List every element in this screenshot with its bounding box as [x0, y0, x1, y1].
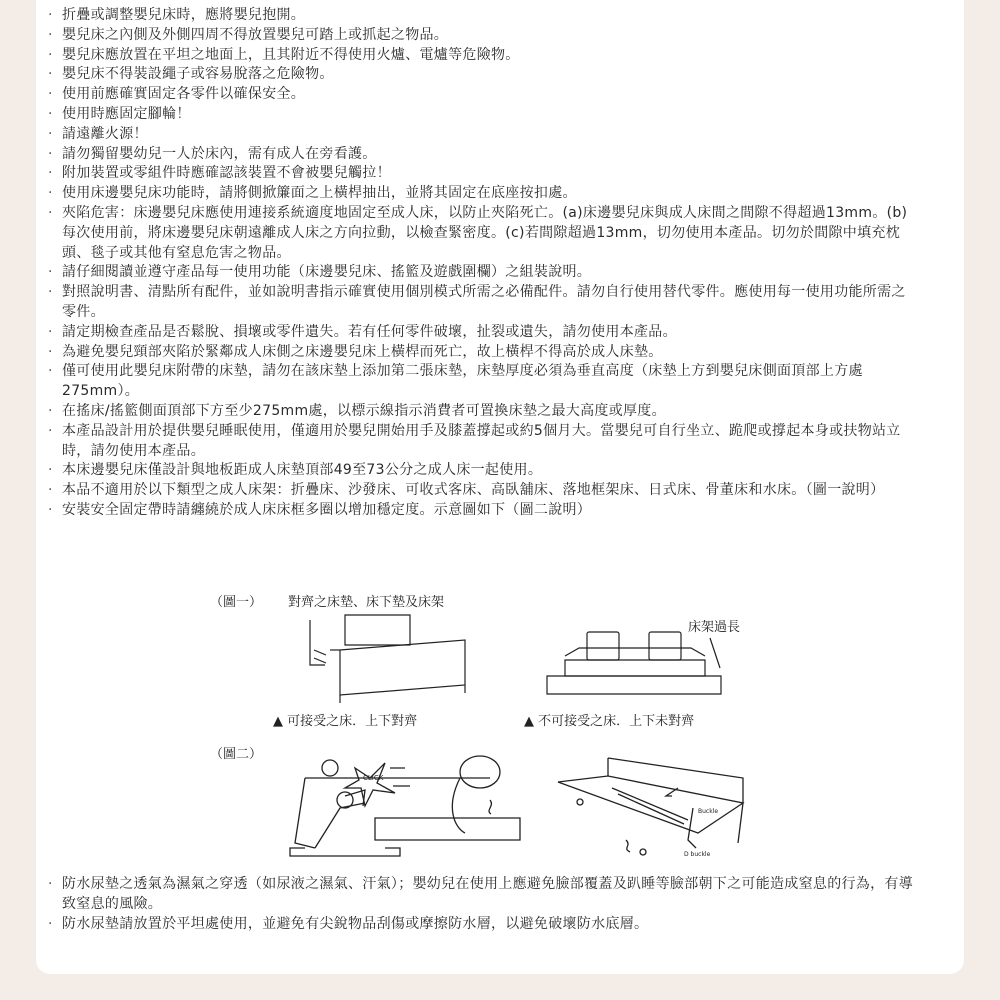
warning-item: · 請遠離火源！ — [48, 125, 918, 145]
note-item: · 防水尿墊請放置於平坦處使用，並避免有尖銳物品刮傷或摩擦防水層，以避免破壞防水底層。 — [48, 915, 918, 935]
buckle-label: Buckle — [698, 808, 719, 815]
warning-item: · 請勿獨留嬰幼兒一人於床內，需有成人在旁看護。 — [48, 145, 918, 165]
warning-item: · 嬰兒床應放置在平坦之地面上，且其附近不得使用火爐、電爐等危險物。 — [48, 46, 918, 66]
strap-installation-illustration — [285, 748, 525, 860]
unacceptable-bed-illustration — [545, 628, 725, 700]
crib-strap-illustration — [548, 748, 758, 860]
warning-item: · 折疊或調整嬰兒床時，應將嬰兒抱開。 — [48, 6, 918, 26]
acceptable-bed-illustration — [300, 610, 480, 705]
warning-item: · 使用床邊嬰兒床功能時，請將側掀簾面之上橫桿抽出，並將其固定在底座按扣處。 — [48, 184, 918, 204]
warning-list — [48, 6, 918, 521]
warning-item: · 夾陷危害：床邊嬰兒床應使用連接系統適度地固定至成人床，以防止夾陷死亡。(a)床邊嬰兒床與成人床間之間隙不得超過13mm。(b)每次使用前，將床邊嬰兒床朝遠離成人床之方向拉動，以檢查緊密度。(c)若間隙超過13mm，切勿使用本產品。切勿於間隙中填充枕頭、毯子或其他有窒息危害之物品。 — [48, 204, 918, 263]
warning-item: · 使用時應固定腳輪！ — [48, 105, 918, 125]
warning-item: · 僅可使用此嬰兒床附帶的床墊，請勿在該床墊上添加第二張床墊，床墊厚度必須為垂直高度（床墊上方到嬰兒床側面頂部上方處275mm）。 — [48, 362, 918, 402]
d-buckle-label: D buckle — [684, 851, 711, 858]
unacceptable-bed-caption: ▲ 不可接受之床．上下未對齊 — [524, 714, 695, 729]
warning-item: · 附加裝置或零組件時應確認該裝置不會被嬰兒觸拉！ — [48, 164, 918, 184]
figure2-label: （圖二） — [210, 747, 263, 762]
figure1-callout: 床架過長 — [688, 620, 741, 635]
warning-item: · 為避免嬰兒頸部夾陷於緊鄰成人床側之床邊嬰兒床上橫桿而死亡，故上橫桿不得高於成人床墊。 — [48, 343, 918, 363]
figure1-label: （圖一） — [210, 595, 263, 610]
figure1-title: 對齊之床墊、床下墊及床架 — [288, 595, 445, 610]
warning-item: · 使用前應確實固定各零件以確保安全。 — [48, 85, 918, 105]
acceptable-bed-caption: ▲ 可接受之床．上下對齊 — [273, 714, 418, 729]
warning-item: · 本產品設計用於提供嬰兒睡眠使用，僅適用於嬰兒開始用手及膝蓋撐起或約5個月大。當嬰兒可自行坐立、跪爬或撐起本身或扶物站立時，請勿使用本產品。 — [48, 422, 918, 462]
click-label: CLICK — [363, 774, 384, 782]
warning-item: · 在搖床/搖籃側面頂部下方至少275mm處，以標示線指示消費者可置換床墊之最大高度或厚度。 — [48, 402, 918, 422]
warning-item: · 本床邊嬰兒床僅設計與地板距成人床墊頂部49至73公分之成人床一起使用。 — [48, 461, 918, 481]
warning-item: · 請仔細閱讀並遵守產品每一使用功能（床邊嬰兒床、搖籃及遊戲圍欄）之組裝說明。 — [48, 263, 918, 283]
note-item: · 防水尿墊之透氣為濕氣之穿透（如尿液之濕氣、汗氣）；嬰幼兒在使用上應避免臉部覆蓋及趴睡等臉部朝下之可能造成窒息的行為，有導致窒息的風險。 — [48, 875, 918, 915]
mattress-notes — [48, 875, 918, 934]
warning-item: · 對照說明書、清點所有配件，並如說明書指示確實使用個別模式所需之必備配件。請勿自行使用替代零件。應使用每一使用功能所需之零件。 — [48, 283, 918, 323]
warning-item: · 本品不適用於以下類型之成人床架：折疊床、沙發床、可收式客床、高臥舖床、落地框架床、日式床、骨董床和水床。（圖一說明） — [48, 481, 918, 501]
warning-item: · 嬰兒床之內側及外側四周不得放置嬰兒可踏上或抓起之物品。 — [48, 26, 918, 46]
warning-item: · 安裝安全固定帶時請纏繞於成人床床框多圈以增加穩定度。示意圖如下（圖二說明） — [48, 501, 918, 521]
warning-item: · 請定期檢查產品是否鬆脫、損壞或零件遺失。若有任何零件破壞，扯裂或遺失，請勿使用本產品。 — [48, 323, 918, 343]
warning-item: · 嬰兒床不得裝設繩子或容易脫落之危險物。 — [48, 65, 918, 85]
